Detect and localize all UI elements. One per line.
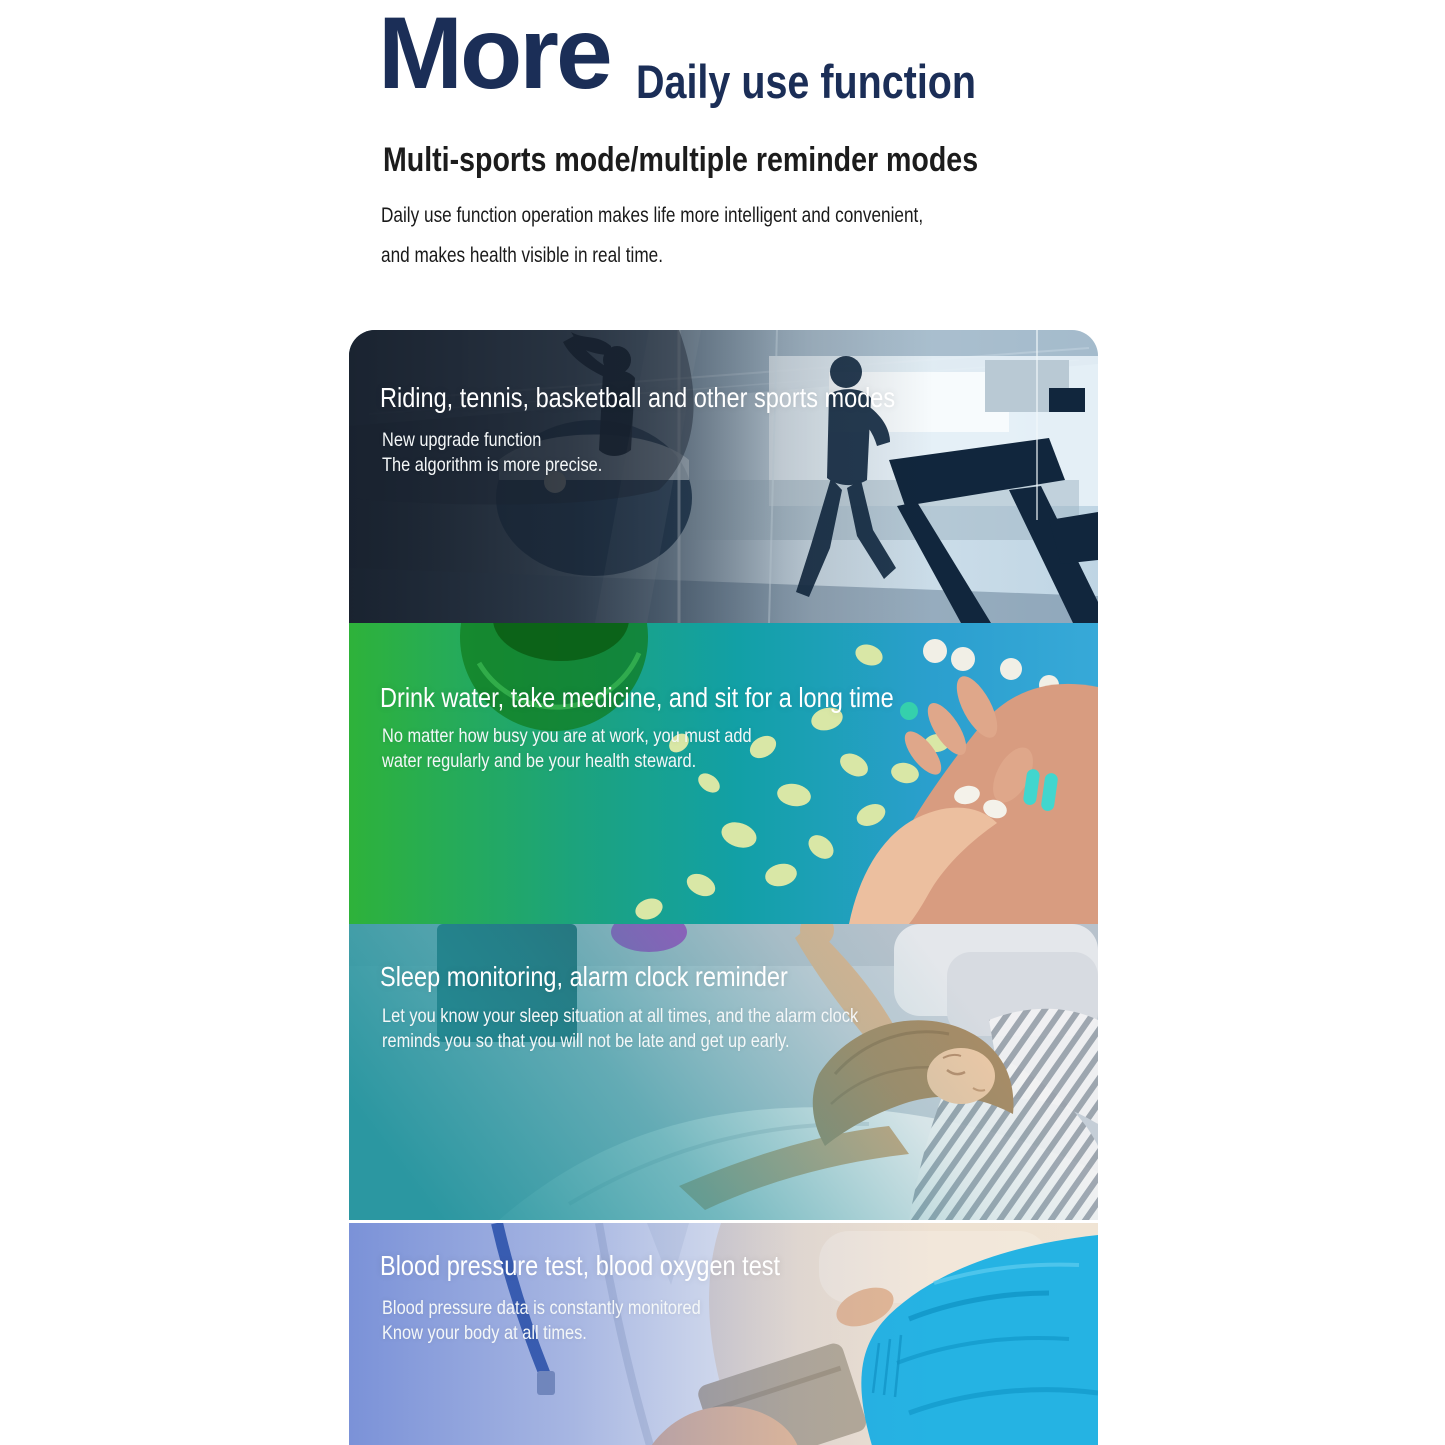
panel-text-line: Let you know your sleep situation at all times, and the alarm clock bbox=[382, 1005, 859, 1027]
panel-text-line: water regularly and be your health steward. bbox=[382, 750, 697, 772]
page-subtitle bbox=[636, 55, 1041, 108]
page-subtitle-text: Daily use function bbox=[636, 55, 977, 108]
panel-text-line: Blood pressure data is constantly monitored bbox=[382, 1297, 701, 1319]
panel-title: Sleep monitoring, alarm clock reminder bbox=[380, 961, 788, 992]
feature-panels bbox=[349, 330, 1098, 1445]
panel-sleep-monitoring bbox=[349, 924, 1098, 1220]
panel-title: Riding, tennis, basketball and other sports modes bbox=[380, 382, 896, 413]
panel-blood-pressure bbox=[349, 1223, 1098, 1445]
panel-title: Drink water, take medicine, and sit for a long time bbox=[380, 682, 894, 713]
panel-text-line: The algorithm is more precise. bbox=[382, 454, 603, 476]
panel-title: Blood pressure test, blood oxygen test bbox=[380, 1250, 781, 1281]
section-heading: Multi-sports mode/multiple reminder modes bbox=[383, 141, 979, 179]
panel-sports-modes bbox=[349, 330, 1098, 623]
panel-text-line: No matter how busy you are at work, you must add bbox=[382, 725, 752, 747]
page-title: More bbox=[378, 0, 610, 110]
intro-text-line: and makes health visible in real time. bbox=[381, 243, 664, 267]
panel-text-line: reminds you so that you will not be late and get up early. bbox=[382, 1030, 790, 1052]
panel-text-line: New upgrade function bbox=[382, 429, 542, 451]
panel-text-line: Know your body at all times. bbox=[382, 1322, 587, 1344]
panel-reminder-modes bbox=[349, 623, 1098, 924]
intro-text-line: Daily use function operation makes life more intelligent and convenient, bbox=[381, 203, 924, 227]
